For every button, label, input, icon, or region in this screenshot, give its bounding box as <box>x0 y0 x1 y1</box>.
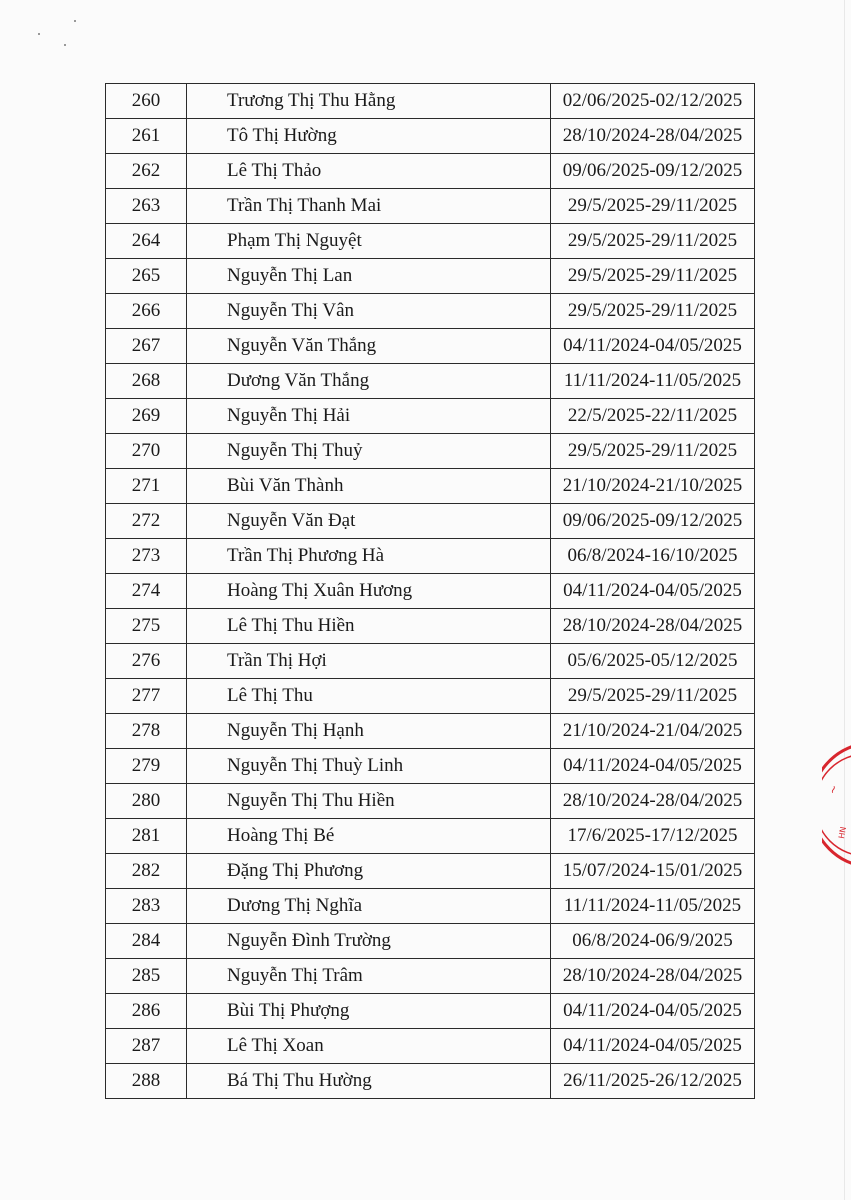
table-row <box>106 119 755 154</box>
date-range-cell: 29/5/2025-29/11/2025 <box>551 224 755 259</box>
table-row <box>106 574 755 609</box>
date-range-cell: 28/10/2024-28/04/2025 <box>551 609 755 644</box>
full-name-cell: Trần Thị Phương Hà <box>187 539 551 574</box>
row-number-cell: 276 <box>106 644 187 679</box>
table-row <box>106 819 755 854</box>
full-name-cell: Lê Thị Thu Hiền <box>187 609 551 644</box>
table-row <box>106 224 755 259</box>
date-range-cell: 29/5/2025-29/11/2025 <box>551 189 755 224</box>
date-range-cell: 29/5/2025-29/11/2025 <box>551 434 755 469</box>
full-name-cell: Trương Thị Thu Hằng <box>187 84 551 119</box>
table-row <box>106 924 755 959</box>
date-range-cell: 28/10/2024-28/04/2025 <box>551 959 755 994</box>
row-number-cell: 280 <box>106 784 187 819</box>
row-number-cell: 265 <box>106 259 187 294</box>
date-range-cell: 11/11/2024-11/05/2025 <box>551 364 755 399</box>
table-row <box>106 329 755 364</box>
full-name-cell: Lê Thị Thảo <box>187 154 551 189</box>
svg-text:~: ~ <box>825 782 841 797</box>
table-row <box>106 644 755 679</box>
table-row <box>106 294 755 329</box>
date-range-cell: 09/06/2025-09/12/2025 <box>551 154 755 189</box>
row-number-cell: 286 <box>106 994 187 1029</box>
row-number-cell: 269 <box>106 399 187 434</box>
row-number-cell: 282 <box>106 854 187 889</box>
red-seal-stamp-icon <box>822 740 851 870</box>
table-row <box>106 959 755 994</box>
full-name-cell: Hoàng Thị Bé <box>187 819 551 854</box>
table-row <box>106 539 755 574</box>
row-number-cell: 284 <box>106 924 187 959</box>
full-name-cell: Nguyễn Đình Trường <box>187 924 551 959</box>
scan-speck <box>74 20 76 22</box>
table-row <box>106 189 755 224</box>
full-name-cell: Nguyễn Thị Vân <box>187 294 551 329</box>
table-row <box>106 434 755 469</box>
row-number-cell: 266 <box>106 294 187 329</box>
date-range-cell: 05/6/2025-05/12/2025 <box>551 644 755 679</box>
row-number-cell: 283 <box>106 889 187 924</box>
table-row <box>106 679 755 714</box>
date-range-cell: 04/11/2024-04/05/2025 <box>551 574 755 609</box>
full-name-cell: Nguyễn Thị Hải <box>187 399 551 434</box>
full-name-cell: Dương Thị Nghĩa <box>187 889 551 924</box>
table-row <box>106 854 755 889</box>
full-name-cell: Nguyễn Văn Đạt <box>187 504 551 539</box>
table-row <box>106 749 755 784</box>
row-number-cell: 279 <box>106 749 187 784</box>
date-range-cell: 29/5/2025-29/11/2025 <box>551 679 755 714</box>
row-number-cell: 275 <box>106 609 187 644</box>
date-range-cell: 04/11/2024-04/05/2025 <box>551 1029 755 1064</box>
full-name-cell: Nguyễn Thị Thu Hiền <box>187 784 551 819</box>
full-name-cell: Nguyễn Thị Hạnh <box>187 714 551 749</box>
table-row <box>106 1064 755 1099</box>
full-name-cell: Lê Thị Xoan <box>187 1029 551 1064</box>
table-row <box>106 259 755 294</box>
full-name-cell: Nguyễn Thị Thuỷ <box>187 434 551 469</box>
svg-text:HN: HN <box>837 825 849 840</box>
table-row <box>106 714 755 749</box>
row-number-cell: 268 <box>106 364 187 399</box>
row-number-cell: 274 <box>106 574 187 609</box>
date-range-cell: 15/07/2024-15/01/2025 <box>551 854 755 889</box>
full-name-cell: Lê Thị Thu <box>187 679 551 714</box>
row-number-cell: 270 <box>106 434 187 469</box>
row-number-cell: 271 <box>106 469 187 504</box>
full-name-cell: Tô Thị Hường <box>187 119 551 154</box>
row-number-cell: 285 <box>106 959 187 994</box>
full-name-cell: Nguyễn Thị Thuỳ Linh <box>187 749 551 784</box>
table-row <box>106 609 755 644</box>
full-name-cell: Nguyễn Thị Lan <box>187 259 551 294</box>
table-row <box>106 469 755 504</box>
table-row <box>106 399 755 434</box>
table-row <box>106 154 755 189</box>
table-row <box>106 1029 755 1064</box>
full-name-cell: Bùi Thị Phượng <box>187 994 551 1029</box>
table-row <box>106 364 755 399</box>
date-range-cell: 29/5/2025-29/11/2025 <box>551 294 755 329</box>
row-number-cell: 278 <box>106 714 187 749</box>
date-range-cell: 21/10/2024-21/04/2025 <box>551 714 755 749</box>
date-range-cell: 28/10/2024-28/04/2025 <box>551 119 755 154</box>
date-range-cell: 06/8/2024-16/10/2025 <box>551 539 755 574</box>
scan-speck <box>64 44 66 46</box>
date-range-cell: 11/11/2024-11/05/2025 <box>551 889 755 924</box>
full-name-cell: Đặng Thị Phương <box>187 854 551 889</box>
date-range-cell: 04/11/2024-04/05/2025 <box>551 994 755 1029</box>
row-number-cell: 263 <box>106 189 187 224</box>
date-range-cell: 04/11/2024-04/05/2025 <box>551 329 755 364</box>
date-range-cell: 17/6/2025-17/12/2025 <box>551 819 755 854</box>
date-range-cell: 28/10/2024-28/04/2025 <box>551 784 755 819</box>
row-number-cell: 277 <box>106 679 187 714</box>
date-range-cell: 22/5/2025-22/11/2025 <box>551 399 755 434</box>
table-row <box>106 994 755 1029</box>
row-number-cell: 272 <box>106 504 187 539</box>
row-number-cell: 262 <box>106 154 187 189</box>
full-name-cell: Nguyễn Văn Thắng <box>187 329 551 364</box>
row-number-cell: 288 <box>106 1064 187 1099</box>
full-name-cell: Phạm Thị Nguyệt <box>187 224 551 259</box>
full-name-cell: Hoàng Thị Xuân Hương <box>187 574 551 609</box>
date-range-cell: 09/06/2025-09/12/2025 <box>551 504 755 539</box>
row-number-cell: 264 <box>106 224 187 259</box>
records-table <box>105 83 755 1099</box>
full-name-cell: Trần Thị Hợi <box>187 644 551 679</box>
full-name-cell: Bá Thị Thu Hường <box>187 1064 551 1099</box>
scan-speck <box>38 33 40 35</box>
date-range-cell: 04/11/2024-04/05/2025 <box>551 749 755 784</box>
date-range-cell: 06/8/2024-06/9/2025 <box>551 924 755 959</box>
date-range-cell: 02/06/2025-02/12/2025 <box>551 84 755 119</box>
row-number-cell: 261 <box>106 119 187 154</box>
row-number-cell: 267 <box>106 329 187 364</box>
full-name-cell: Trần Thị Thanh Mai <box>187 189 551 224</box>
table-row <box>106 784 755 819</box>
full-name-cell: Dương Văn Thắng <box>187 364 551 399</box>
table-row <box>106 889 755 924</box>
records-table-body <box>106 84 755 1099</box>
date-range-cell: 21/10/2024-21/10/2025 <box>551 469 755 504</box>
table-row <box>106 84 755 119</box>
row-number-cell: 281 <box>106 819 187 854</box>
date-range-cell: 29/5/2025-29/11/2025 <box>551 259 755 294</box>
row-number-cell: 287 <box>106 1029 187 1064</box>
table-row <box>106 504 755 539</box>
row-number-cell: 273 <box>106 539 187 574</box>
page-edge <box>844 0 845 1200</box>
row-number-cell: 260 <box>106 84 187 119</box>
full-name-cell: Bùi Văn Thành <box>187 469 551 504</box>
full-name-cell: Nguyễn Thị Trâm <box>187 959 551 994</box>
date-range-cell: 26/11/2025-26/12/2025 <box>551 1064 755 1099</box>
